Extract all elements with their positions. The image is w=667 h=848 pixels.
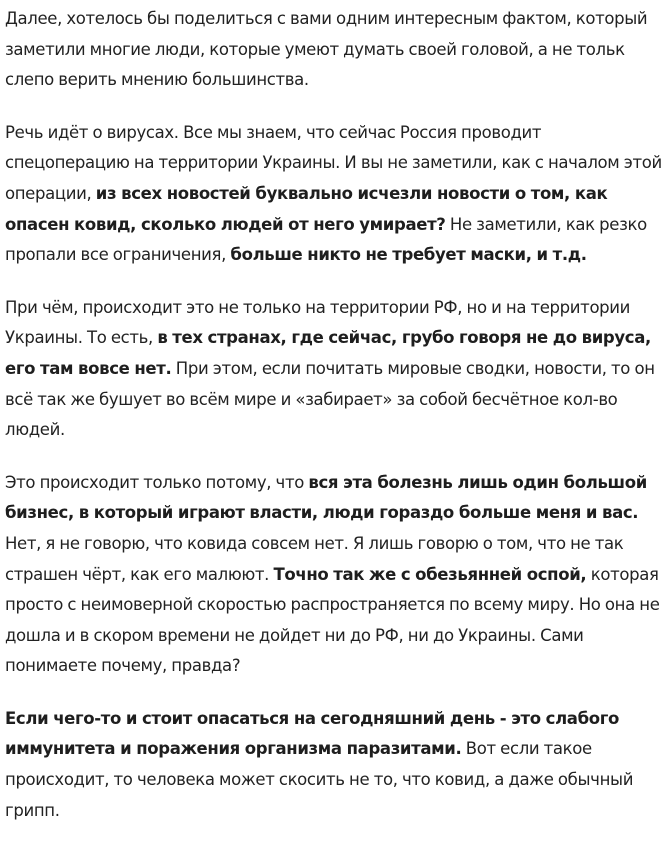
paragraph-4 (5, 468, 665, 682)
paragraph-1-text-1: Далее, хотелось бы поделиться с вами одним интересным фактом, который заметили многие люди, которые умеют думать своей головой, а не тольк слепо верить мнению большинства. (5, 9, 648, 90)
paragraph-1 (5, 4, 665, 96)
paragraph-3 (5, 293, 665, 446)
paragraph-5-bold-1: Если чего-то и стоит опасаться на сегодняшний день - это слабого иммунитета и поражения организма паразитами. (5, 708, 620, 759)
paragraph-5-text-1: Вот если такое происходит, то человека может скосить не то, что ковид, а даже обычный грипп. (5, 739, 634, 820)
paragraph-4-text-1: Это происходит только потому, что (5, 472, 309, 492)
paragraph-4-text-3: которая просто с неимоверной скоростью распространяется по всему миру. Но она не дошла и в скором времени не дойдет ни до РФ, ни до Украины. Сами понимаете почему, правда? (5, 564, 660, 676)
paragraph-2-text-1: Речь идёт о вирусах. Все мы знаем, что сейчас Россия проводит спецоперацию на территории Украины. И вы не заметили, как с началом этой операции, (5, 122, 662, 203)
paragraph-4-bold-2: Точно так же с обезьянней оспой, (273, 564, 587, 584)
article-body (5, 4, 665, 848)
paragraph-4-bold-1: вся эта болезнь лишь один большой бизнес, в который играют власти, люди гораздо больше меня и вас. (5, 472, 647, 523)
paragraph-3-text-1: При чём, происходит это не только на территории РФ, но и на территории Украины. То есть, (5, 297, 631, 348)
paragraph-5 (5, 704, 665, 826)
paragraph-2 (5, 118, 665, 271)
paragraph-2-bold-1: из всех новостей буквально исчезли новости о том, как опасен ковид, сколько людей от него умирает? (5, 183, 608, 234)
paragraph-2-text-2: Не заметили, как резко пропали все ограничения, (5, 214, 647, 265)
paragraph-3-bold-1: в тех странах, где сейчас, грубо говоря не до вируса, его там вовсе нет. (5, 328, 651, 378)
paragraph-3-text-2: При этом, если почитать мировые сводки, новости, то он всё так же бушует во всём мире и «забирает» за собой бесчётное кол-во людей. (5, 358, 655, 440)
paragraph-2-bold-2: больше никто не требует маски, и т.д. (230, 245, 587, 265)
paragraph-4-text-2: Нет, я не говорю, что ковида совсем нет. Я лишь говорю о том, что не так страшен чёрт, как его малюют. (5, 533, 624, 584)
